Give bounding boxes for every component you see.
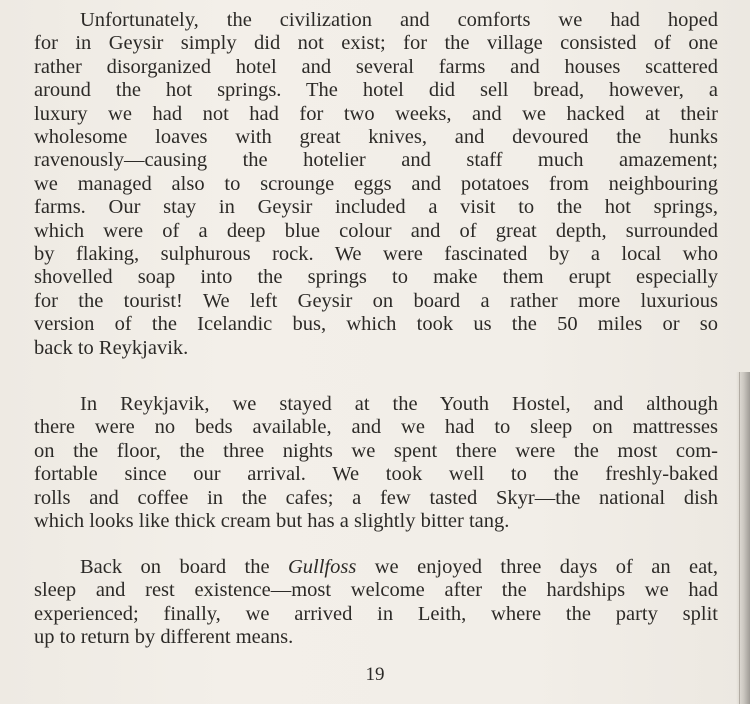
text-line: rolls and coffee in the cafes; a few tasted Skyr—the national dish	[34, 486, 718, 509]
text-line: ravenously—causing the hotelier and staff much amazement;	[34, 149, 718, 172]
page-number: 19	[365, 664, 385, 685]
text-line: for in Geysir simply did not exist; for the village consisted of one	[34, 32, 718, 55]
text-line: wholesome loaves with great knives, and devoured the hunks	[34, 126, 718, 149]
text-run: Back on board the	[80, 556, 288, 578]
text-line: Unfortunately, the civilization and comforts we had hoped	[80, 9, 718, 31]
text-line: we managed also to scrounge eggs and potatoes from neighbouring	[34, 172, 718, 195]
text-line: around the hot springs. The hotel did sell bread, however, a	[34, 79, 718, 102]
paragraph-geysir	[34, 9, 718, 360]
text-line: In Reykjavik, we stayed at the Youth Hostel, and although	[80, 393, 718, 415]
text-line: fortable since our arrival. We took well to the freshly-baked	[34, 463, 718, 486]
text-line	[34, 556, 718, 579]
text-line: farms. Our stay in Geysir included a visit to the hot springs,	[34, 196, 718, 219]
text-line: rather disorganized hotel and several farms and houses scattered	[34, 55, 718, 78]
text-line: which looks like thick cream but has a slightly bitter tang.	[34, 510, 510, 533]
text-line: sleep and rest existence—most welcome after the hardships we had	[34, 579, 718, 602]
text-line: for the tourist! We left Geysir on board a rather more luxurious	[34, 289, 718, 312]
text-line: experienced; finally, we arrived in Leith, where the party split	[34, 602, 718, 625]
page-edge-shadow	[736, 372, 750, 704]
text-line: version of the Icelandic bus, which took us the 50 miles or so	[34, 313, 718, 336]
text-line: shovelled soap into the springs to make them erupt especially	[34, 266, 718, 289]
text-line: up to return by different means.	[34, 626, 294, 649]
text-line: luxury we had not had for two weeks, and we hacked at their	[34, 102, 718, 125]
text-line: back to Reykjavik.	[34, 336, 189, 359]
text-run: we enjoyed three days of an eat,	[356, 556, 718, 578]
paragraph-gullfoss	[34, 556, 718, 650]
paragraph-reykjavik	[34, 393, 718, 533]
text-line: by flaking, sulphurous rock. We were fascinated by a local who	[34, 243, 718, 266]
text-line: there were no beds available, and we had to sleep on mattresses	[34, 416, 718, 439]
text-line: on the floor, the three nights we spent there were the most com-	[34, 439, 718, 462]
text-line: which were of a deep blue colour and of great depth, surrounded	[34, 219, 718, 242]
ship-name: Gullfoss	[287, 556, 357, 578]
